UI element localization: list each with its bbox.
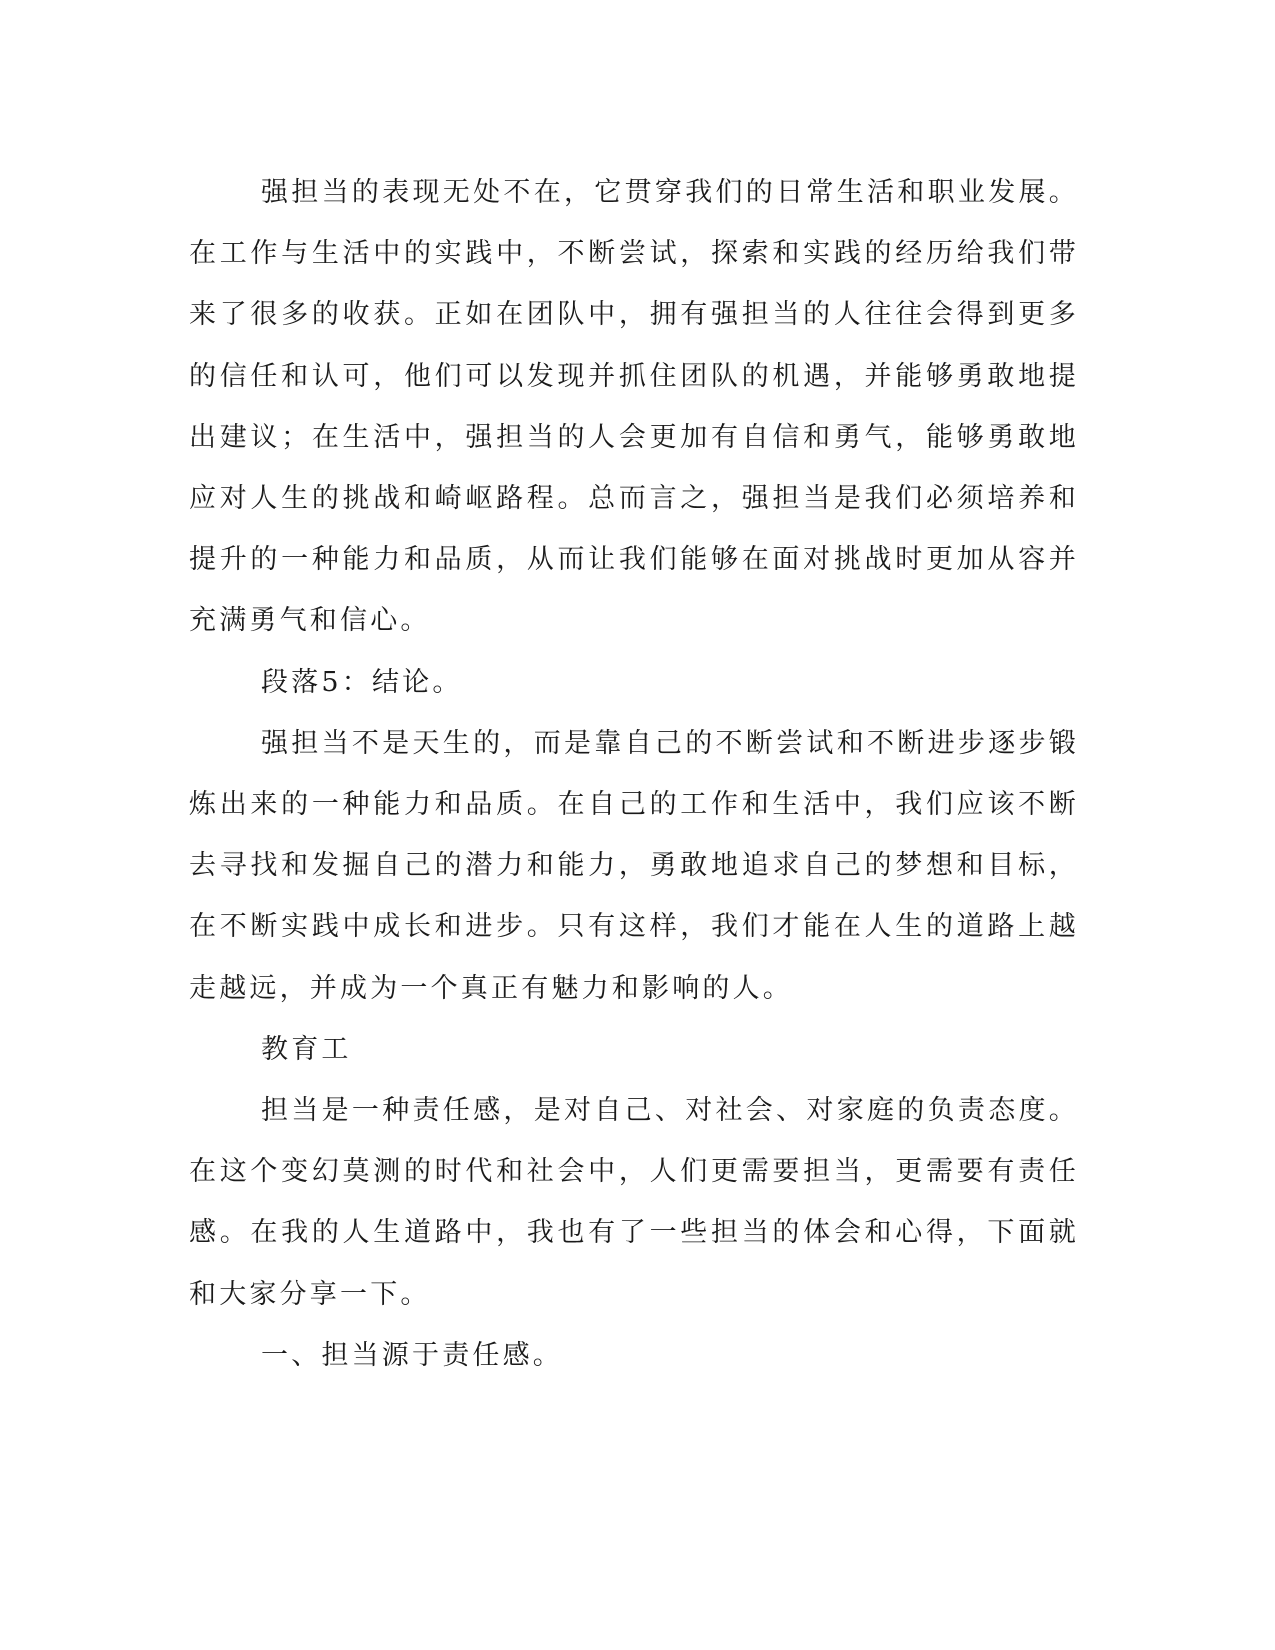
paragraph-responsibility-intro: 担当是一种责任感，是对自己、对社会、对家庭的负责态度。在这个变幻莫测的时代和社会中，人们更需要担当，更需要有责任感。在我的人生道路中，我也有了一些担当的体会和心得，下面就和大家分享一下。 [189, 1095, 1079, 1310]
section-heading-education: 教育工 [261, 1033, 352, 1065]
paragraph-conclusion: 强担当不是天生的，而是靠自己的不断尝试和不断进步逐步锻炼出来的一种能力和品质。在自己的工作和生活中，我们应该不断去寻找和发掘自己的潜力和能力，勇敢地追求自己的梦想和目标，在不断实践中成长和进步。只有这样，我们才能在人生的道路上越走越远，并成为一个真正有魅力和影响的人。 [189, 727, 1079, 1004]
section-heading-one: 一、担当源于责任感。 [261, 1339, 563, 1371]
section-heading-conclusion: 段落5：结论。 [261, 666, 463, 698]
paragraph-strong-responsibility: 强担当的表现无处不在，它贯穿我们的日常生活和职业发展。在工作与生活中的实践中，不断尝试，探索和实践的经历给我们带来了很多的收获。正如在团队中，拥有强担当的人往往会得到更多的信任和认可，他们可以发现并抓住团队的机遇，并能够勇敢地提出建议；在生活中，强担当的人会更加有自信和勇气，能够勇敢地应对人生的挑战和崎岖路程。总而言之，强担当是我们必须培养和提升的一种能力和品质，从而让我们能够在面对挑战时更加从容并充满勇气和信心。 [189, 177, 1079, 637]
document-body [189, 162, 1079, 1386]
